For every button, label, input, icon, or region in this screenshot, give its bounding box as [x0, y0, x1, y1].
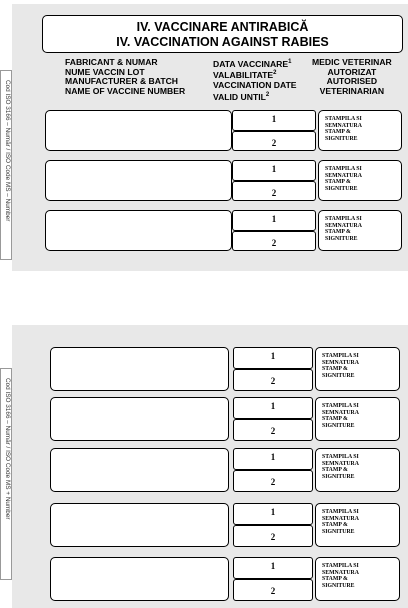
header-vet-line1: MEDIC VETERINAR — [312, 57, 392, 67]
header-date-line4 — [213, 91, 297, 102]
stamp-label-line-1: STAMPILA SI — [325, 116, 362, 122]
stamp-signature-box-4[interactable] — [315, 347, 400, 391]
header-date-line1 — [213, 58, 297, 69]
stamp-signature-box-2[interactable] — [318, 160, 402, 201]
stamp-label-line-1: STAMPILA SI — [322, 353, 359, 359]
header-date-line2-text: VALABILITATE — [213, 70, 274, 81]
date-cells-5 — [233, 397, 313, 441]
stamp-signature-box-3[interactable] — [318, 210, 402, 251]
valid-until-cell[interactable]: 2 — [233, 470, 313, 492]
stamp-label-line-3: STAMP & — [325, 179, 351, 186]
vaccine-entry-field-3[interactable] — [45, 210, 232, 251]
vaccination-date-cell[interactable]: 1 — [233, 347, 313, 369]
date-cells-6 — [233, 448, 313, 492]
stamp-label-line-4: SIGNITURE — [322, 528, 355, 535]
header-date-footnote4: 2 — [265, 91, 270, 98]
header-vaccination-date — [213, 58, 297, 102]
header-vet-line3: AUTORISED — [326, 76, 378, 87]
vaccine-entry-field-7[interactable] — [50, 503, 229, 547]
vaccination-date-cell[interactable]: 1 — [233, 448, 313, 470]
stamp-label-line-4: SIGNITURE — [322, 422, 355, 429]
header-date-line3: VACCINATION DATE — [213, 79, 297, 90]
vaccine-entry-field-6[interactable] — [50, 448, 229, 492]
valid-until-cell[interactable]: 2 — [232, 231, 316, 252]
header-veterinarian — [312, 58, 392, 96]
date-cells-7 — [233, 503, 313, 547]
header-manufacturer-line1: FABRICANT & NUMAR — [65, 57, 158, 67]
vaccine-entry-field-4[interactable] — [50, 347, 229, 391]
stamp-label-line-3: STAMP & — [325, 129, 351, 136]
stamp-signature-box-7[interactable] — [315, 503, 400, 547]
vaccination-date-cell[interactable]: 1 — [232, 210, 316, 231]
vaccination-date-cell[interactable]: 1 — [233, 503, 313, 525]
stamp-label-line-2: SEMNATURA — [322, 460, 359, 467]
header-manufacturer-line3: MANUFACTURER & BATCH — [65, 76, 178, 87]
section-title — [42, 15, 403, 53]
stamp-label-line-2: SEMNATURA — [322, 569, 359, 576]
header-manufacturer — [65, 58, 185, 96]
stamp-label-line-2: SEMNATURA — [325, 122, 362, 129]
stamp-label-line-1: STAMPILA SI — [322, 403, 359, 409]
valid-until-cell[interactable]: 2 — [233, 579, 313, 601]
stamp-label-line-4: SIGNITURE — [322, 582, 355, 589]
stamp-label-line-3: STAMP & — [322, 416, 348, 423]
stamp-label-line-4: SIGNITURE — [322, 473, 355, 480]
stamp-label-line-1: STAMPILA SI — [325, 166, 362, 172]
date-cells-2 — [232, 160, 316, 201]
header-vet-line2: AUTORIZAT — [327, 66, 377, 77]
stamp-label-line-4: SIGNITURE — [325, 185, 358, 192]
stamp-signature-box-8[interactable] — [315, 557, 400, 601]
valid-until-cell[interactable]: 2 — [233, 525, 313, 547]
title-line-en: IV. VACCINATION AGAINST RABIES — [116, 35, 329, 49]
vaccination-date-cell[interactable]: 1 — [232, 110, 316, 131]
stamp-label-line-3: STAMP & — [322, 366, 348, 373]
valid-until-cell[interactable]: 2 — [233, 369, 313, 391]
stamp-label-line-3: STAMP & — [322, 522, 348, 529]
stamp-signature-box-1[interactable] — [318, 110, 402, 151]
vaccine-entry-field-5[interactable] — [50, 397, 229, 441]
stamp-label-line-2: SEMNATURA — [322, 359, 359, 366]
date-cells-1 — [232, 110, 316, 151]
header-date-line1-text: DATA VACCINARE — [213, 58, 289, 69]
stamp-signature-box-6[interactable] — [315, 448, 400, 492]
stamp-label-line-1: STAMPILA SI — [322, 509, 359, 515]
side-code-text-bottom: Cod ISO 3166 – Număr / ISO Code MS + Number — [4, 378, 11, 520]
vaccine-entry-field-8[interactable] — [50, 557, 229, 601]
date-cells-3 — [232, 210, 316, 251]
vaccination-date-cell[interactable]: 1 — [232, 160, 316, 181]
valid-until-cell[interactable]: 2 — [233, 419, 313, 441]
stamp-label-line-1: STAMPILA SI — [322, 454, 359, 460]
stamp-label-line-4: SIGNITURE — [325, 235, 358, 242]
stamp-label-line-4: SIGNITURE — [322, 372, 355, 379]
stamp-label-line-1: STAMPILA SI — [325, 216, 362, 222]
stamp-label-line-2: SEMNATURA — [322, 409, 359, 416]
stamp-label-line-1: STAMPILA SI — [322, 563, 359, 569]
stamp-label-line-2: SEMNATURA — [325, 172, 362, 179]
header-manufacturer-line4: NAME OF VACCINE NUMBER — [65, 85, 186, 96]
stamp-signature-box-5[interactable] — [315, 397, 400, 441]
stamp-label-line-3: STAMP & — [322, 467, 348, 474]
stamp-label-line-2: SEMNATURA — [322, 515, 359, 522]
header-vet-line4: VETERINARIAN — [319, 85, 385, 96]
title-line-ro: IV. VACCINARE ANTIRABICĂ — [136, 20, 309, 34]
valid-until-cell[interactable]: 2 — [232, 181, 316, 202]
vaccine-entry-field-1[interactable] — [45, 110, 232, 151]
date-cells-4 — [233, 347, 313, 391]
header-date-line4-text: VALID UNTIL — [213, 91, 266, 102]
header-date-footnote2: 2 — [273, 70, 277, 77]
stamp-label-line-3: STAMP & — [325, 229, 351, 236]
stamp-label-line-3: STAMP & — [322, 576, 348, 583]
header-manufacturer-line2: NUME VACCIN LOT — [65, 66, 145, 77]
side-code-text-top: Cod ISO 3166 – Număr / ISO Code MS – Number — [4, 80, 11, 222]
stamp-label-line-4: SIGNITURE — [325, 135, 358, 142]
valid-until-cell[interactable]: 2 — [232, 131, 316, 152]
vaccine-entry-field-2[interactable] — [45, 160, 232, 201]
stamp-label-line-2: SEMNATURA — [325, 222, 362, 229]
vaccination-date-cell[interactable]: 1 — [233, 397, 313, 419]
date-cells-8 — [233, 557, 313, 601]
vaccination-date-cell[interactable]: 1 — [233, 557, 313, 579]
header-date-footnote1: 1 — [288, 59, 292, 65]
